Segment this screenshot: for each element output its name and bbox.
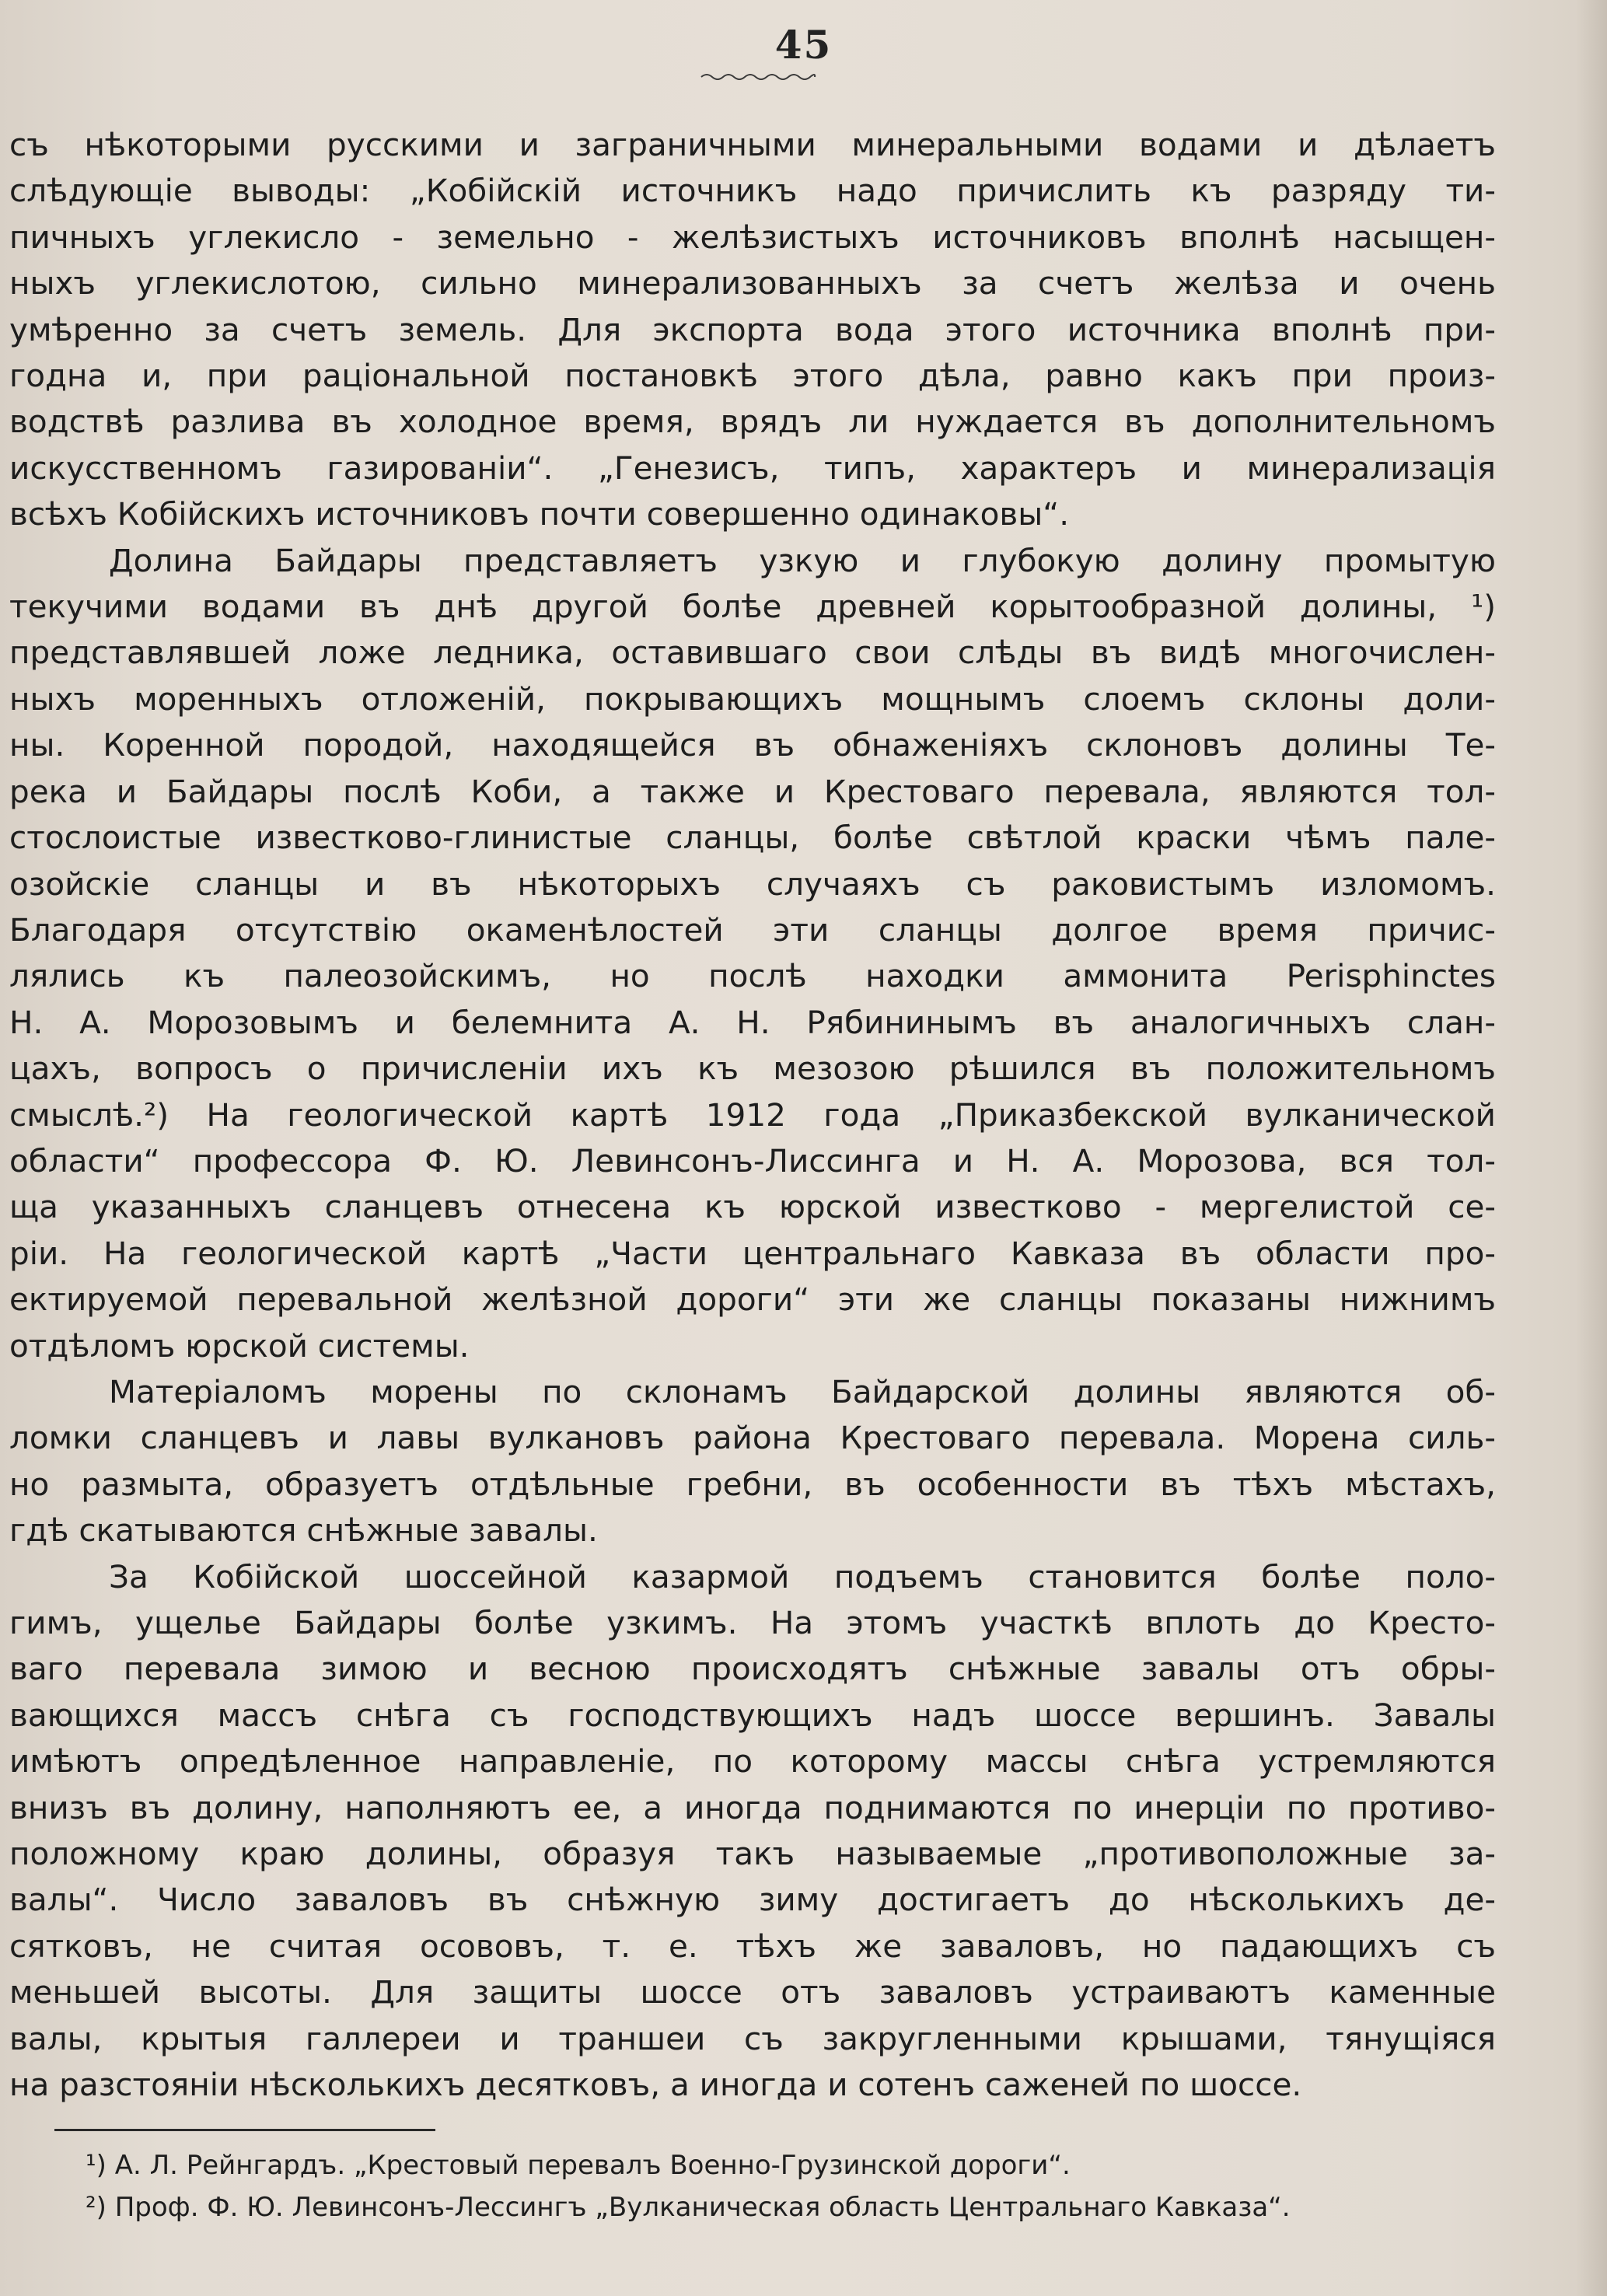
text-line: ныхъ углекислотою, сильно минерализованныхъ за счетъ желѣза и очень [9,264,1496,302]
text-line: слѣдующіе выводы: „Кобійскій источникъ надо причислить къ разряду ти- [9,172,1496,210]
text-line: валы, крытыя галлереи и траншеи съ закругленными крышами, тянущіяся [9,2019,1496,2057]
paragraph-2 [9,538,1496,1369]
text-line: Н. А. Морозовымъ и белемнита А. Н. Рябининымъ въ аналогичныхъ слан- [9,1003,1496,1041]
text-line: Благодаря отсутствію окаменѣлостей эти сланцы долгое время причис- [9,910,1496,949]
text-line: умѣренно за счетъ земель. Для экспорта вода этого источника вполнѣ при- [9,310,1496,348]
footnotes [86,2144,1524,2228]
text-line: представлявшей ложе ледника, оставившаго свои слѣды въ видѣ многочислен- [9,634,1496,672]
text-line: ектируемой перевальной желѣзной дороги“ эти же сланцы показаны нижнимъ [9,1281,1496,1319]
text-line: валы“. Число заваловъ въ снѣжную зиму достигаетъ до нѣсколькихъ де- [9,1881,1496,1919]
page-edge-shadow [1576,0,1607,2296]
text-line: ща указанныхъ сланцевъ отнесена къ юрской известково - мергелистой се- [9,1188,1496,1226]
text-line: но размыта, образуетъ отдѣльные гребни, въ особенности въ тѣхъ мѣстахъ, [9,1465,1496,1503]
text-line: озойскіе сланцы и въ нѣкоторыхъ случаяхъ съ раковистымъ изломомъ. [9,865,1496,903]
text-line: лялись къ палеозойскимъ, но послѣ находки аммонита Perisphinctes [9,957,1496,995]
page-number: 45 [774,22,833,68]
text-line: всѣхъ Кобійскихъ источниковъ почти совершенно одинаковы“. [9,495,1070,533]
text-line: Долина Байдары представляетъ узкую и глубокую долину промытую [109,541,1496,579]
text-line: на разстояніи нѣсколькихъ десятковъ, а иногда и сотенъ саженей по шоссе. [9,2066,1302,2104]
text-line: гдѣ скатываются снѣжные завалы. [9,1511,598,1550]
text-line: внизъ въ долину, наполняютъ ее, а иногда поднимаются по инерціи по противо- [9,1788,1496,1826]
text-line: области“ профессора Ф. Ю. Левинсонъ-Лиссинга и Н. А. Морозова, вся тол- [9,1141,1496,1179]
footnote-2: ²) Проф. Ф. Ю. Левинсонъ-Лессингъ „Вулканическая область Центральнаго Кавказа“. [86,2192,1291,2223]
text-line: Матеріаломъ морены по склонамъ Байдарской долины являются об- [109,1372,1496,1410]
text-line: вающихся массъ снѣга съ господствующихъ надъ шоссе вершинъ. Завалы [9,1696,1496,1734]
footnote-divider [54,2129,435,2131]
body-text [9,122,1496,2108]
text-line: гимъ, ущелье Байдары болѣе узкимъ. На этомъ участкѣ вплоть до Кресто- [9,1604,1496,1641]
text-line: отдѣломъ юрской системы. [9,1326,470,1365]
text-line: стослоистые известково-глинистые сланцы, болѣе свѣтлой краски чѣмъ пале- [9,819,1496,857]
text-line: ны. Коренной породой, находящейся въ обнаженіяхъ склоновъ долины Те- [9,726,1496,764]
text-line: пичныхъ углекисло - земельно - желѣзистыхъ источниковъ вполнѣ насыщен- [9,218,1496,256]
text-line: искусственномъ газированіи“. „Генезисъ, типъ, характеръ и минерализація [9,449,1496,487]
text-line: меньшей высоты. Для защиты шоссе отъ заваловъ устраиваютъ каменные [9,1973,1496,2011]
paragraph-3 [9,1369,1496,1554]
page-number-wavy-underline [700,72,816,82]
text-line: смыслѣ.²) На геологической картѣ 1912 года „Приказбекской вулканической [9,1096,1496,1134]
text-line: цахъ, вопросъ о причисленіи ихъ къ мезозою рѣшился въ положительномъ [9,1050,1496,1088]
text-line: имѣютъ опредѣленное направленіе, по которому массы снѣга устремляются [9,1742,1496,1781]
text-line: ріи. На геологической картѣ „Части центральнаго Кавказа въ области про- [9,1234,1496,1272]
footnote-1: ¹) А. Л. Рейнгардъ. „Крестовый перевалъ Военно-Грузинской дороги“. [86,2150,1071,2181]
text-line: съ нѣкоторыми русскими и заграничными минеральными водами и дѣлаетъ [9,126,1496,163]
text-line: ныхъ моренныхъ отложеній, покрывающихъ мощнымъ слоемъ склоны доли- [9,680,1496,718]
text-line: река и Байдары послѣ Коби, а также и Крестоваго перевала, являются тол- [9,772,1496,810]
paragraph-1 [9,122,1496,538]
text-line: ломки сланцевъ и лавы вулкановъ района Крестоваго перевала. Морена силь- [9,1419,1496,1457]
text-line: ваго перевала зимою и весною происходятъ снѣжные завалы отъ обры- [9,1650,1496,1688]
text-line: положному краю долины, образуя такъ называемые „противоположные за- [9,1835,1496,1873]
text-line: водствѣ разлива въ холодное время, врядъ ли нуждается въ дополнительномъ [9,403,1496,441]
text-line: годна и, при раціональной постановкѣ этого дѣла, равно какъ при произ- [9,357,1496,395]
paragraph-4 [9,1554,1496,2109]
text-line: За Кобійской шоссейной казармой подъемъ становится болѣе поло- [109,1557,1496,1595]
text-line: текучими водами въ днѣ другой болѣе древней корытообразной долины, ¹) [9,588,1496,626]
text-line: сятковъ, не считая осововъ, т. е. тѣхъ же заваловъ, но падающихъ съ [9,1927,1496,1965]
